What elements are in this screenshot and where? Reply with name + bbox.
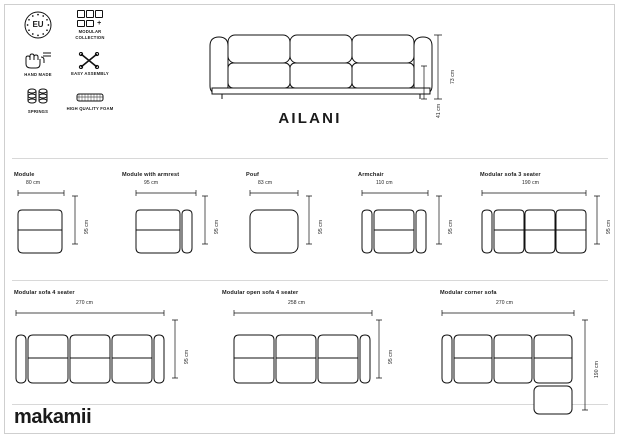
variant-depth: 95 cm bbox=[84, 219, 90, 234]
badge-eu bbox=[12, 10, 64, 40]
badge-springs-label: SPRINGS bbox=[27, 109, 49, 115]
variant-armchair bbox=[358, 172, 468, 260]
variant-width: 190 cm bbox=[522, 180, 539, 186]
badge-foam-label: HIGH QUALITY FOAM bbox=[66, 106, 114, 112]
variant-title: Module bbox=[14, 172, 35, 178]
variant-width: 258 cm bbox=[288, 300, 305, 306]
modular-grid-icon: + bbox=[77, 10, 103, 27]
variant-width: 80 cm bbox=[26, 180, 41, 186]
badge-easy-assembly bbox=[64, 52, 116, 76]
variant-modular-sofa-3-seater bbox=[480, 172, 610, 260]
variant-width: 83 cm bbox=[258, 180, 273, 186]
variant-title: Modular corner sofa bbox=[440, 290, 497, 296]
variant-width: 110 cm bbox=[376, 180, 393, 186]
badge-eu-text: EU bbox=[32, 20, 44, 29]
variant-depth: 95 cm bbox=[184, 349, 190, 364]
badge-panel bbox=[12, 10, 122, 125]
variant-depth: 95 cm bbox=[448, 219, 454, 234]
badge-handmade bbox=[12, 50, 64, 77]
variant-depth: 190 cm bbox=[594, 361, 600, 378]
easy-assembly-icon bbox=[77, 52, 103, 69]
hero-total-height: 73 cm bbox=[450, 69, 456, 84]
variant-module bbox=[14, 172, 114, 260]
variant-width: 270 cm bbox=[76, 300, 93, 306]
variant-modular-sofa-4-seater bbox=[14, 290, 194, 398]
eu-stars-icon bbox=[23, 10, 53, 40]
badge-easy-assembly-label: EASY ASSEMBLY bbox=[71, 70, 109, 76]
brand-logo: makamii bbox=[14, 406, 92, 428]
variant-depth: 95 cm bbox=[214, 219, 220, 234]
high-quality-foam-icon bbox=[75, 90, 105, 104]
divider-2 bbox=[12, 280, 608, 281]
variant-title: Modular sofa 4 seater bbox=[14, 290, 75, 296]
badge-modular-label: MODULAR COLLECTION bbox=[75, 29, 105, 40]
page-title: AILANI bbox=[278, 110, 342, 127]
variant-width: 270 cm bbox=[496, 300, 513, 306]
hero-sofa-drawing bbox=[200, 26, 456, 118]
variant-width: 95 cm bbox=[144, 180, 159, 186]
variant-depth: 95 cm bbox=[388, 349, 394, 364]
variant-title: Modular sofa 3 seater bbox=[480, 172, 541, 178]
badge-handmade-label: HAND MADE bbox=[24, 72, 52, 77]
hero-seat-height: 41 cm bbox=[436, 103, 442, 118]
badge-foam bbox=[64, 90, 116, 111]
variant-title: Modular open sofa 4 seater bbox=[222, 290, 299, 296]
badge-row-2 bbox=[12, 50, 122, 77]
variant-pouf bbox=[246, 172, 346, 260]
springs-icon bbox=[26, 87, 50, 107]
variant-depth: 95 cm bbox=[606, 219, 612, 234]
variant-depth: 95 cm bbox=[318, 219, 324, 234]
badge-modular bbox=[64, 10, 116, 40]
variant-module-with-armrest bbox=[122, 172, 232, 260]
variant-title: Pouf bbox=[246, 172, 260, 178]
variant-title: Armchair bbox=[358, 172, 384, 178]
variant-modular-corner-sofa bbox=[440, 290, 610, 403]
divider-1 bbox=[12, 158, 608, 159]
hand-made-icon bbox=[23, 50, 53, 70]
variant-modular-open-sofa-4-seater bbox=[222, 290, 402, 398]
variant-title: Module with armrest bbox=[122, 172, 180, 178]
badge-row-1 bbox=[12, 10, 122, 40]
